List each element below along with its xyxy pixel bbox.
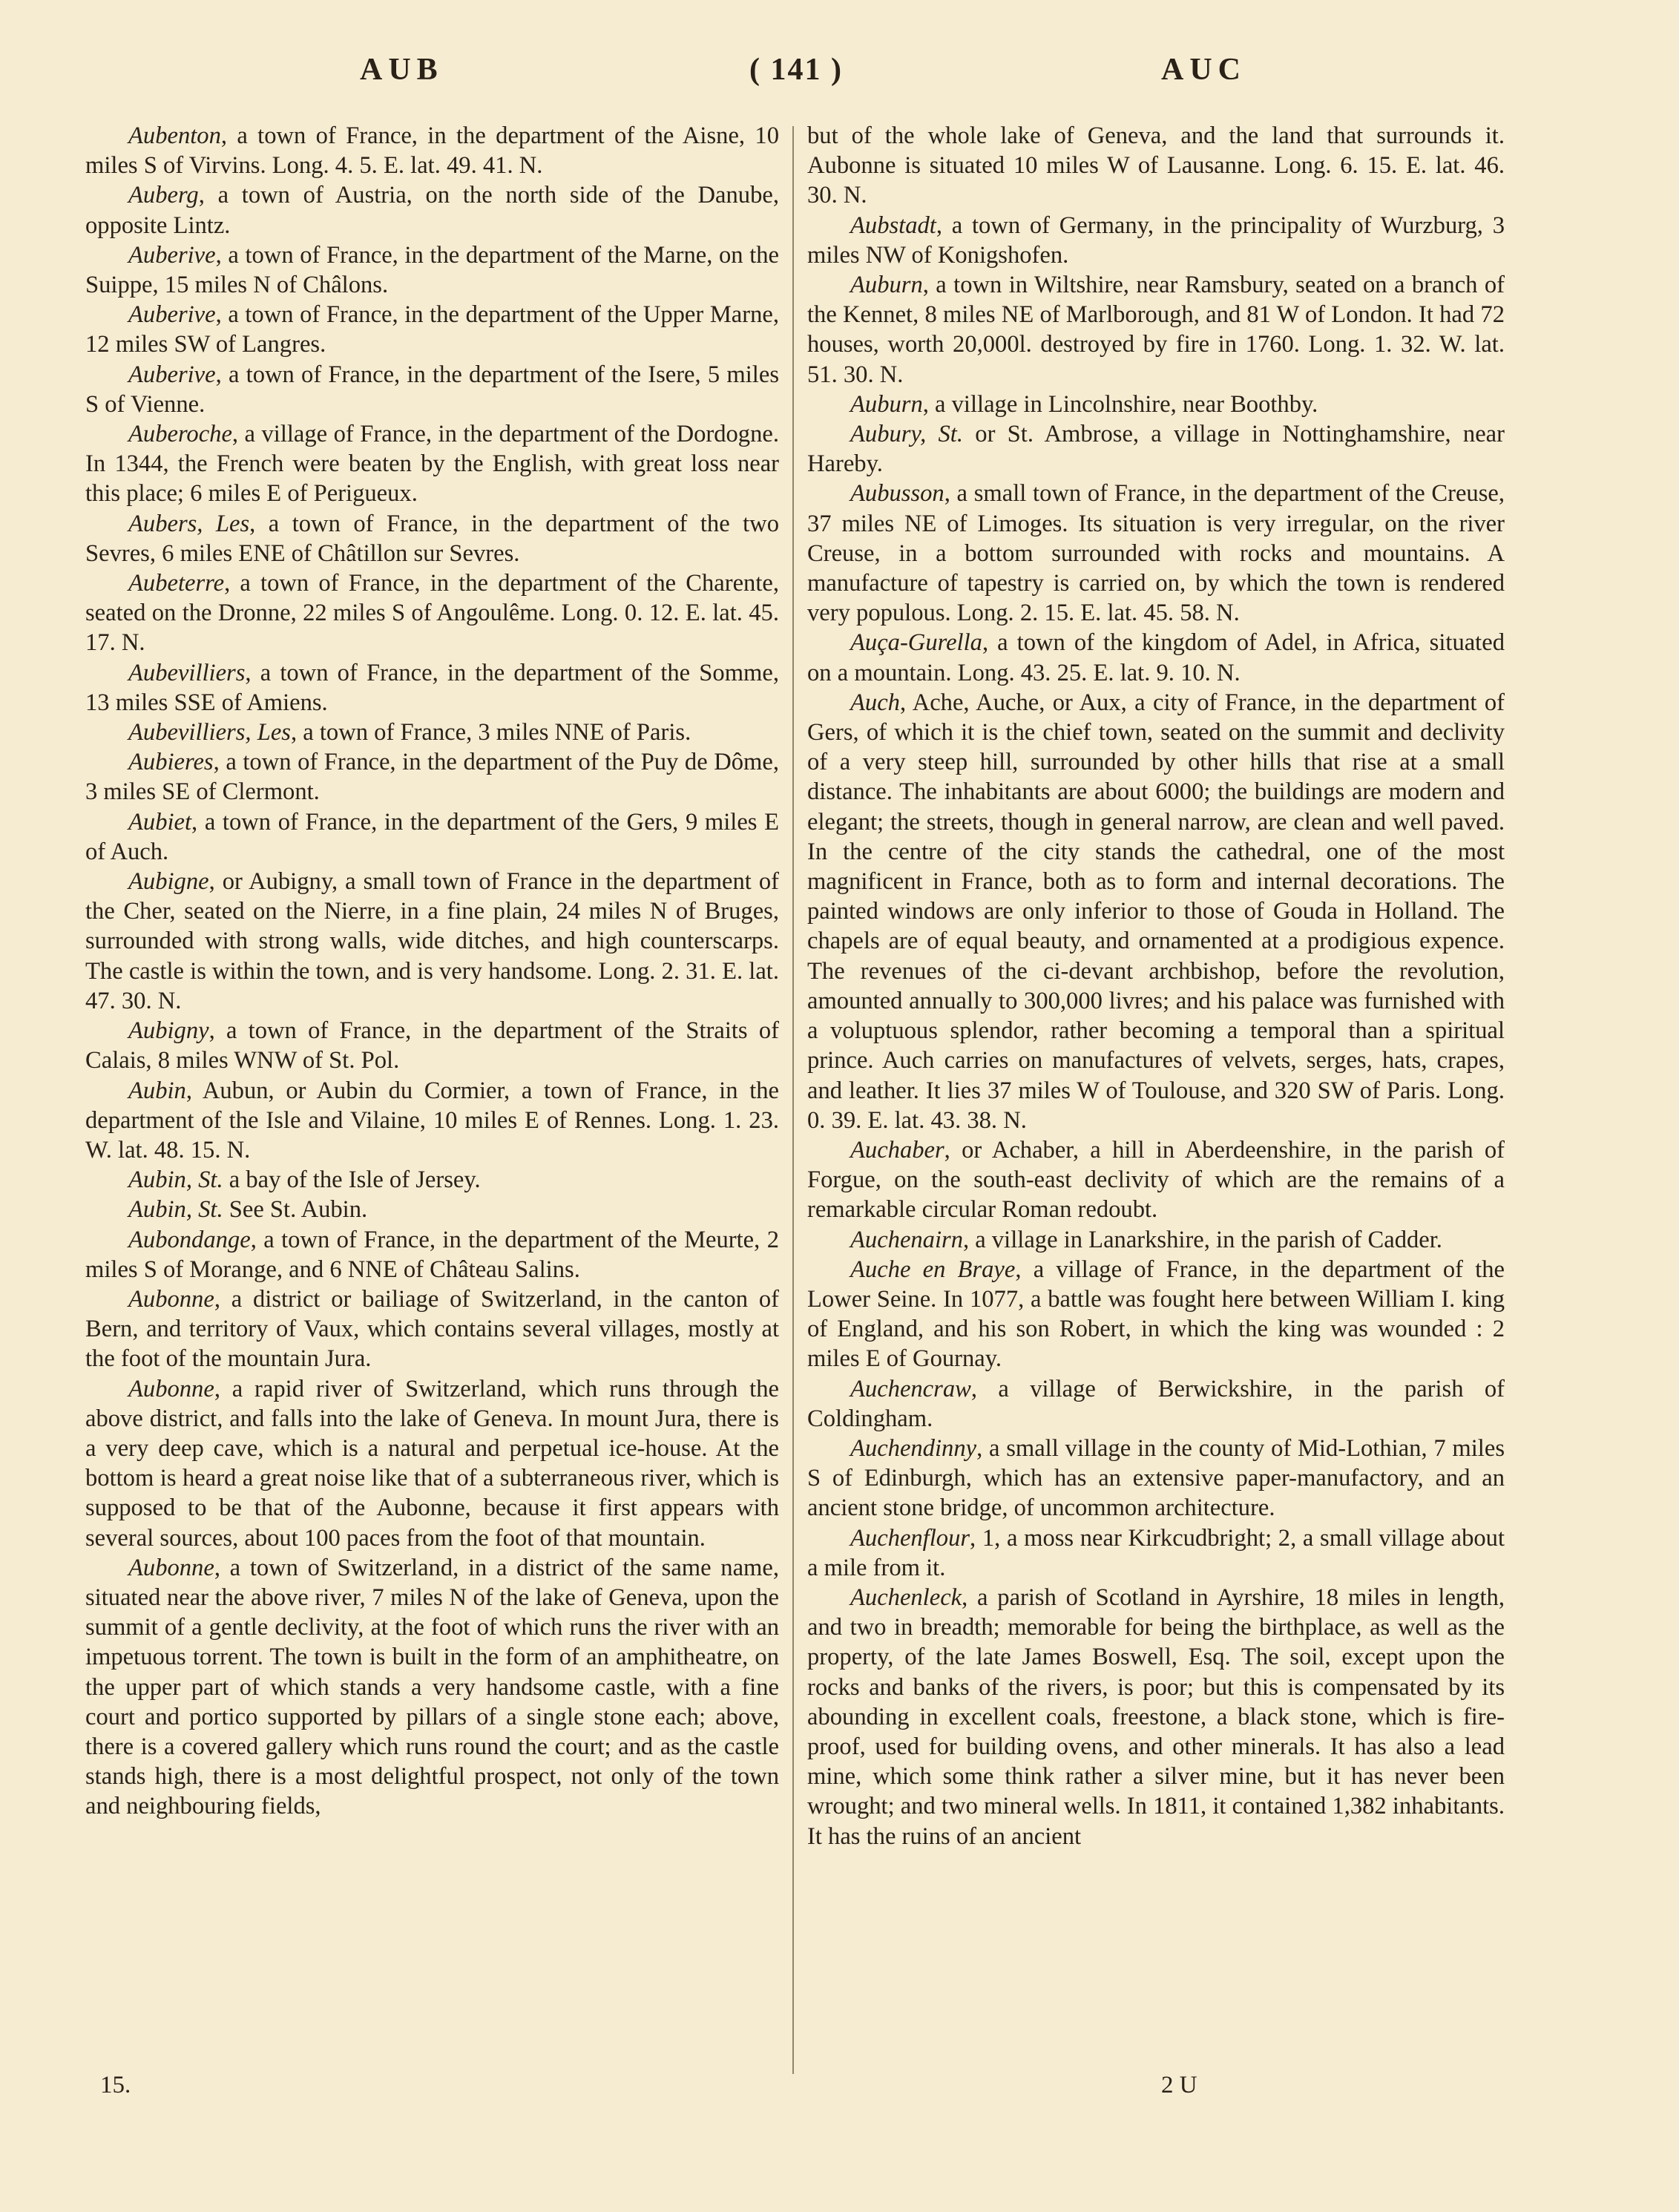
dictionary-entry xyxy=(807,1523,1505,1583)
dictionary-entry xyxy=(807,1434,1505,1523)
dictionary-entry xyxy=(85,1016,779,1075)
dictionary-entry xyxy=(807,211,1505,270)
entry-text: See St. Aubin. xyxy=(223,1196,368,1224)
entry-headword: Auchenairn xyxy=(850,1226,963,1253)
entry-headword: Aubieres xyxy=(128,749,214,776)
entry-headword: Aubonne xyxy=(128,1375,214,1402)
dictionary-entry xyxy=(85,1553,779,1822)
entry-headword: Aubondange xyxy=(128,1226,251,1253)
entry-text: , a town of France, in the department of the Isere, 5 miles S of Vienne. xyxy=(85,361,779,418)
dictionary-entry xyxy=(807,1255,1505,1374)
dictionary-entry xyxy=(85,718,779,747)
dictionary-entry xyxy=(807,419,1505,479)
entry-text: , a small village in the county of Mid-Lothian, 7 miles S of Edinburgh, which has an extensive paper-manufactory, and an ancient stone bridge, of uncommon architecture. xyxy=(807,1434,1505,1522)
entry-text: , a village of France, in the department of the Lower Seine. In 1077, a battle was fought here between William I. king of England, and his son Robert, in which the king was wounded : 2 miles E of Gournay. xyxy=(807,1256,1505,1373)
entry-text: , a town of France, in the department of the Aisne, 10 miles S of Virvins. Long. 4. 5. E. lat. 49. 41. N. xyxy=(85,122,779,180)
dictionary-entry xyxy=(85,1225,779,1284)
entry-text: , a town of France, in the department of the two Sevres, 6 miles ENE of Châtillon sur Sevres. xyxy=(85,510,780,567)
entry-text: , a rapid river of Switzerland, which runs through the above district, and falls into the lake of Geneva. In mount Jura, there is a very deep cave, which is a natural and perpetual ice-house. At the bottom is heard a great noise like that of a subterraneous river, which is supposed to be that of the Aubonne, because it first appears with several sources, about 100 paces from the foot of that mountain. xyxy=(85,1375,779,1552)
entry-headword: Aubigny xyxy=(128,1017,209,1045)
entry-headword: Auche en Braye xyxy=(850,1256,1016,1283)
dictionary-entry xyxy=(807,688,1505,1135)
entry-text: , a town of France, in the department of the Gers, 9 miles E of Auch. xyxy=(85,808,779,865)
entry-text: , a village in Lincolnshire, near Boothby. xyxy=(922,390,1318,418)
dictionary-entry xyxy=(85,1284,779,1374)
entry-text: , a town of France, in the department of the Marne, on the Suippe, 15 miles N of Châlons. xyxy=(85,241,779,299)
dictionary-entry xyxy=(807,628,1505,687)
entry-text: , a town of France, in the department of the Puy de Dôme, 3 miles SE of Clermont. xyxy=(85,749,779,806)
entry-headword: Aubury, St. xyxy=(850,421,964,448)
entry-text: , a small town of France, in the department of the Creuse, 37 miles NE of Limoges. Its situation is very irregular, on the river Creuse, in a bottom surrounded with rocks and mountains. A manufacture of tapestry is carried on, by which the town is rendered very populous. Long. 2. 15. E. lat. 45. 58. N. xyxy=(807,480,1505,627)
entry-text: , a town of France, in the department of the Charente, seated on the Dronne, 22 miles S of Angoulême. Long. 0. 12. E. lat. 45. 17. N. xyxy=(85,570,779,657)
dictionary-entry xyxy=(807,1374,1505,1434)
entry-headword: Aubin, St. xyxy=(128,1166,223,1194)
dictionary-entry xyxy=(85,1374,779,1553)
dictionary-entry xyxy=(807,121,1505,211)
entry-headword: Aubers, Les xyxy=(128,510,250,537)
entry-headword: Auburn xyxy=(850,272,923,299)
dictionary-entry xyxy=(807,479,1505,628)
entry-headword: Aubin, St. xyxy=(128,1196,223,1224)
entry-text: , or Aubigny, a small town of France in the department of the Cher, seated on the Nierre, in a fine plain, 24 miles N of Bruges, surrounded with strong walls, wide ditches, and high counterscarps. The castle is within the town, and is very handsome. Long. 2. 31. E. lat. 47. 30. N. xyxy=(85,868,779,1014)
entry-headword: Aubevilliers, Les xyxy=(128,719,291,746)
entry-text: , a town of France, in the department of the Meurte, 2 miles S of Morange, and 6 NNE of Château Salins. xyxy=(85,1226,779,1283)
entry-headword: Auberive xyxy=(128,361,216,388)
entry-text: , a town of France, in the department of the Somme, 13 miles SSE of Amiens. xyxy=(85,659,779,716)
entry-text: , a town in Wiltshire, near Ramsbury, seated on a branch of the Kennet, 8 miles NE of Marlborough, and 81 W of London. It had 72 houses, worth 20,000l. destroyed by fire in 1760. Long. 1. 32. W. lat. 51. 30. N. xyxy=(807,272,1505,388)
dictionary-entry xyxy=(807,390,1505,419)
right-column xyxy=(807,121,1505,1851)
signature-mark-right: 2 U xyxy=(1161,2072,1197,2098)
entry-headword: Aubigne xyxy=(128,868,209,896)
running-head-left: AUB xyxy=(360,53,444,87)
entry-headword: Aubenton xyxy=(128,122,221,149)
entry-text: , a district or bailiage of Switzerland, in the canton of Bern, and territory of Vaux, which contains several villages, mostly at the foot of the mountain Jura. xyxy=(85,1285,779,1373)
entry-text: or St. Ambrose, a village in Nottinghamshire, near Hareby. xyxy=(807,421,1505,478)
dictionary-entry xyxy=(85,568,779,658)
entry-headword: Aubeterre xyxy=(128,570,225,597)
entry-headword: Auburn xyxy=(850,390,923,418)
entry-text: , Ache, Auche, or Aux, a city of France, in the department of Gers, of which it is the chief town, seated on the summit and declivity of a very steep hill, surrounded by other hills that rise at a small distance. The inhabitants are about 6000; the buildings are modern and elegant; the streets, though in general narrow, are clean and well paved. In the centre of the city stands the cathedral, one of the most magnificent in France, both as to form and internal decorations. The painted windows are only inferior to those of Gouda in Holland. The chapels are of equal beauty, and ornamented at a prodigious expence. The revenues of the ci-devant archbishop, before the revolution, amounted annually to 300,000 livres; and his palace was furnished with a voluptuous splendor, rather becoming a temporal than a spiritual prince. Auch carries on manufactures of velvets, serges, hats, crapes, and leather. It lies 37 miles W of Toulouse, and 320 SW of Paris. Long. 0. 39. E. lat. 43. 38. N. xyxy=(807,689,1505,1134)
entry-text: , a town of Switzerland, in a district of the same name, situated near the above river, 7 miles N of the lake of Geneva, upon the summit of a gentle declivity, at the foot of which runs the river with an impetuous torrent. The town is built in the form of an amphitheatre, on the upper part of which stands a very handsome castle, with a fine court and portico supported by pillars of a single stone each; above, there is a covered gallery which runs round the court; and as the castle stands high, there is a most delightful prospect, not only of the town and neighbouring fields, xyxy=(85,1554,779,1820)
dictionary-entry xyxy=(85,1165,779,1195)
entry-text: a bay of the Isle of Jersey. xyxy=(223,1166,481,1194)
dictionary-entry xyxy=(85,1195,779,1224)
entry-headword: Auchaber xyxy=(850,1136,944,1164)
entry-text: , a town of France, in the department of the Straits of Calais, 8 miles WNW of St. Pol. xyxy=(85,1017,779,1074)
entry-text: , a town of Germany, in the principality of Wurzburg, 3 miles NW of Konigshofen. xyxy=(807,211,1505,269)
dictionary-entry xyxy=(85,658,779,718)
entry-headword: Auchenflour xyxy=(850,1524,970,1552)
entry-headword: Auberive xyxy=(128,301,216,329)
entry-headword: Aubin xyxy=(128,1077,186,1104)
dictionary-entry xyxy=(85,747,779,807)
entry-text: , a town of France, 3 miles NNE of Paris. xyxy=(290,719,691,746)
entry-text: but of the whole lake of Geneva, and the land that surrounds it. Aubonne is situated 10 miles W of Lausanne. Long. 6. 15. E. lat. 46. 30. N. xyxy=(807,122,1505,209)
dictionary-entry xyxy=(807,270,1505,390)
entry-headword: Auch xyxy=(850,689,900,716)
entry-headword: Aubusson xyxy=(850,480,944,508)
entry-headword: Aubonne xyxy=(128,1554,214,1581)
dictionary-entry xyxy=(85,867,779,1016)
entry-text: , a village of Berwickshire, in the parish of Coldingham. xyxy=(807,1375,1505,1432)
entry-text: , a village of France, in the department of the Dordogne. In 1344, the French were beaten by the English, with great loss near this place; 6 miles E of Perigueux. xyxy=(85,421,779,508)
entry-text: , 1, a moss near Kirkcudbright; 2, a small village about a mile from it. xyxy=(807,1524,1505,1581)
entry-headword: Aubstadt xyxy=(850,211,936,239)
dictionary-entry xyxy=(85,807,779,867)
entry-headword: Auchendinny xyxy=(850,1434,977,1462)
dictionary-entry xyxy=(85,121,779,180)
entry-text: , or Achaber, a hill in Aberdeenshire, in the parish of Forgue, on the south-east declivity of which are the remains of a remarkable circular Roman redoubt. xyxy=(807,1136,1505,1224)
entry-text: , a village in Lanarkshire, in the parish of Cadder. xyxy=(963,1226,1442,1253)
dictionary-entry xyxy=(85,1076,779,1166)
dictionary-entry xyxy=(807,1583,1505,1851)
page-number: ( 141 ) xyxy=(749,53,843,87)
entry-text: , a town of the kingdom of Adel, in Africa, situated on a mountain. Long. 43. 25. E. lat. 9. 10. N. xyxy=(807,629,1505,686)
signature-mark-left: 15. xyxy=(100,2072,131,2098)
left-column xyxy=(85,121,779,1822)
entry-headword: Auberoche xyxy=(128,421,232,448)
entry-headword: Aubevilliers xyxy=(128,659,246,686)
dictionary-entry xyxy=(85,509,779,568)
entry-text: , a parish of Scotland in Ayrshire, 18 miles in length, and two in breadth; memorable for being the birthplace, as well as the property, of the late James Boswell, Esq. The soil, except upon the rocks and banks of the rivers, is poor; but this is compensated by its abounding in excellent coals, freestone, a black stone, which is fire-proof, used for building ovens, and other minerals. It has also a lead mine, which some think rather a silver mine, but it has never been wrought; and two mineral wells. In 1811, it contained 1,382 inhabitants. It has the ruins of an ancient xyxy=(807,1583,1505,1850)
dictionary-entry xyxy=(807,1135,1505,1225)
dictionary-entry xyxy=(85,360,779,419)
dictionary-entry xyxy=(807,1225,1505,1255)
entry-headword: Aubonne xyxy=(128,1285,214,1313)
entry-text: , Aubun, or Aubin du Cormier, a town of France, in the department of the Isle and Vilaine, 10 miles E of Rennes. Long. 1. 23. W. lat. 48. 15. N. xyxy=(85,1077,779,1164)
entry-text: , a town of France, in the department of the Upper Marne, 12 miles SW of Langres. xyxy=(85,301,779,358)
entry-headword: Auchencraw xyxy=(850,1375,971,1402)
entry-headword: Aubiet xyxy=(128,808,192,836)
dictionary-entry xyxy=(85,419,779,509)
entry-headword: Auça-Gurella xyxy=(850,629,982,657)
entry-headword: Auchenleck xyxy=(850,1583,962,1611)
running-head-right: AUC xyxy=(1161,53,1246,87)
entry-headword: Auberive xyxy=(128,241,216,269)
entry-text: , a town of Austria, on the north side of the Danube, opposite Lintz. xyxy=(85,182,779,239)
column-divider xyxy=(792,126,794,2074)
dictionary-entry xyxy=(85,300,779,359)
dictionary-entry xyxy=(85,180,779,240)
dictionary-entry xyxy=(85,240,779,300)
entry-headword: Auberg xyxy=(128,182,199,209)
